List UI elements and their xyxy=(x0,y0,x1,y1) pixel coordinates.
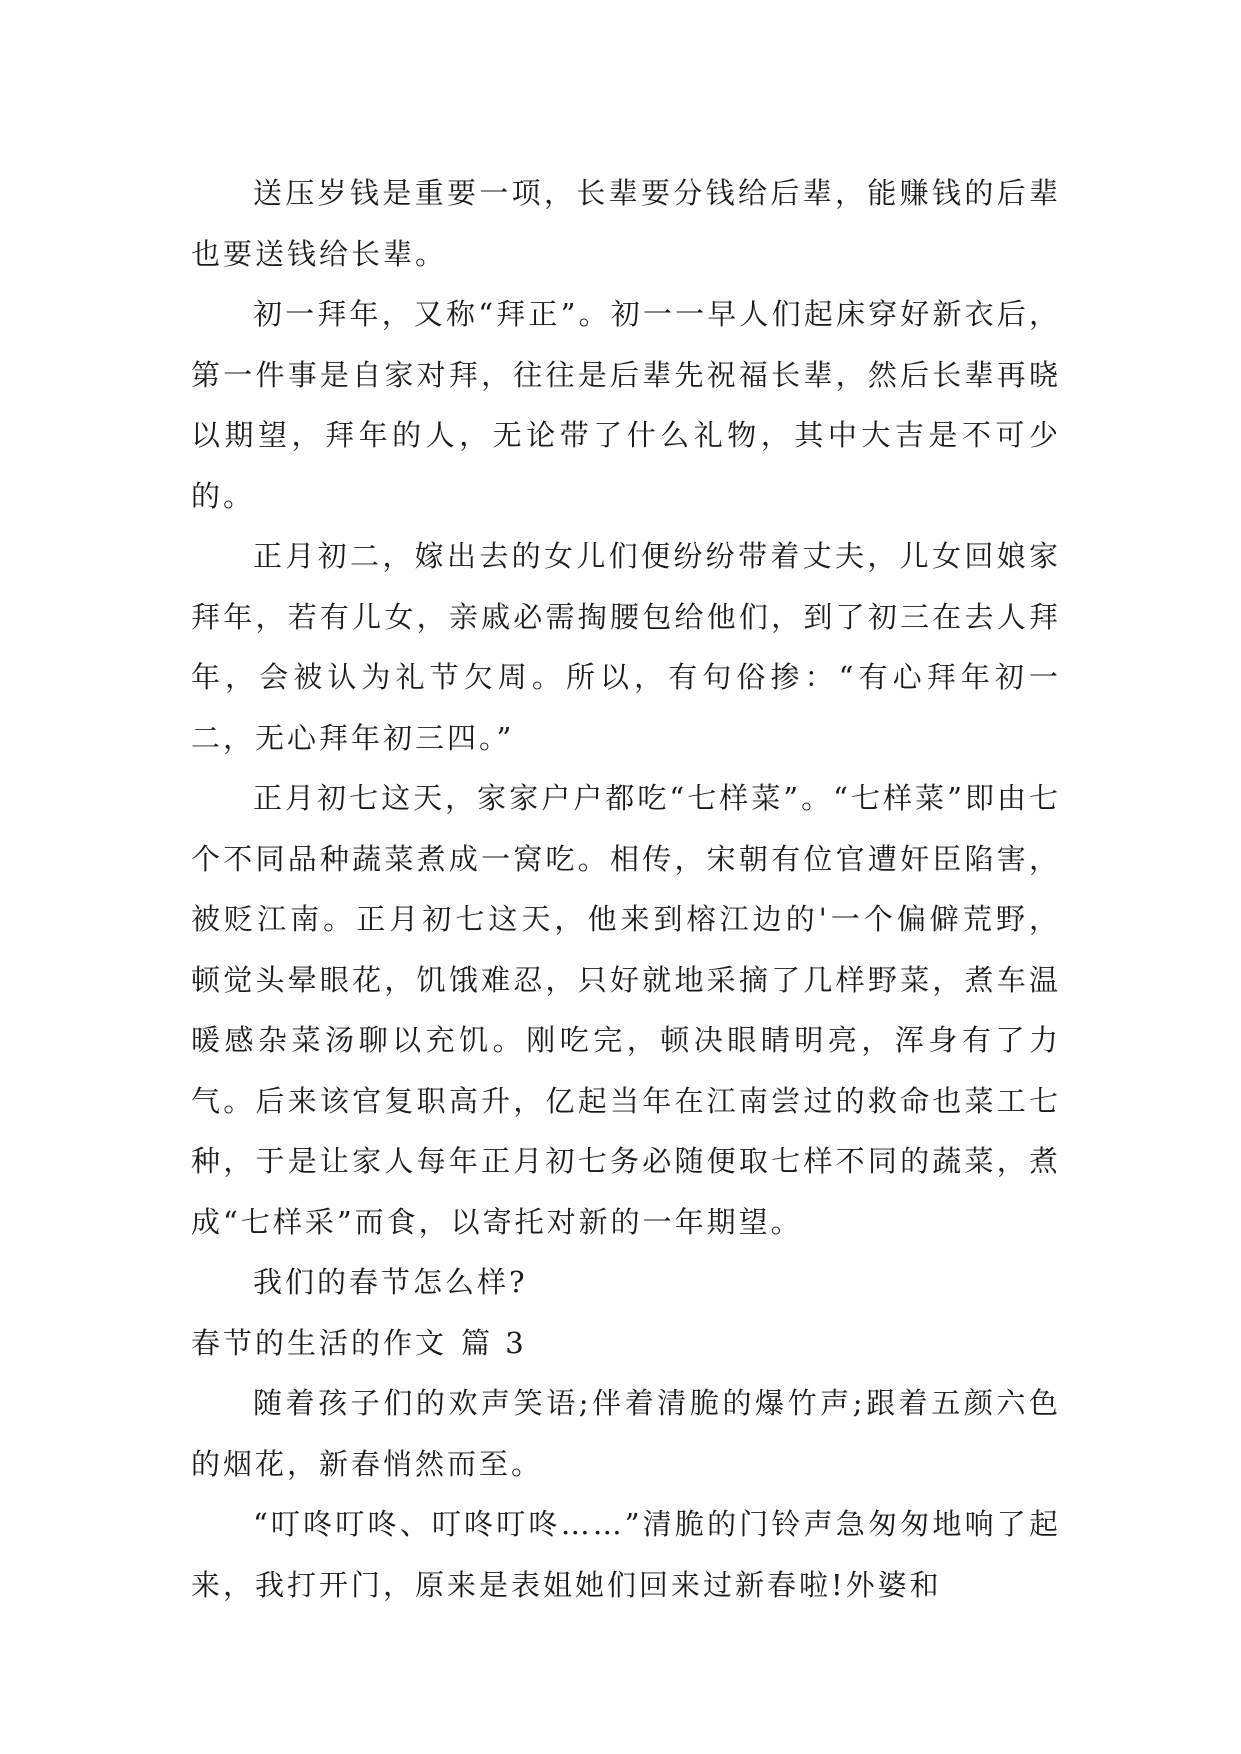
document-body xyxy=(191,163,1061,1615)
paragraph-spring-arrives: 随着孩子们的欢声笑语;伴着清脆的爆竹声;跟着五颜六色的烟花，新春悄然而至。 xyxy=(191,1386,1061,1481)
paragraph-doorbell: “叮咚叮咚、叮咚叮咚……”清脆的门铃声急匆匆地响了起来，我打开门，原来是表姐她们回来过新春啦!外婆和 xyxy=(191,1507,1061,1602)
paragraph-first-day-new-year-visit: 初一拜年，又称“拜正”。初一一早人们起床穿好新衣后，第一件事是自家对拜，往往是后辈先祝福长辈，然后长辈再晓以期望，拜年的人，无论带了什么礼物，其中大吉是不可少的。 xyxy=(191,297,1061,513)
paragraph-red-envelope: 送压岁钱是重要一项，长辈要分钱给后辈，能赚钱的后辈也要送钱给长辈。 xyxy=(191,176,1061,271)
paragraph-second-day-visit: 正月初二，嫁出去的女儿们便纷纷带着丈夫，儿女回娘家拜年，若有儿女，亲戚必需掏腰包给他们，到了初三在去人拜年，会被认为礼节欠周。所以，有句俗掺：“有心拜年初一二，无心拜年初三四。” xyxy=(191,539,1061,755)
section-heading-title: 春节的生活的作文 xyxy=(191,1325,448,1360)
paragraph-question: 我们的春节怎么样? xyxy=(253,1265,528,1299)
section-heading xyxy=(191,1313,1061,1374)
paragraph-seventh-day-seven-vegetables: 正月初七这天，家家户户都吃“七样菜”。“七样菜”即由七个不同品种蔬菜煮成一窝吃。相传，宋朝有位官遭奸臣陷害，被贬江南。正月初七这天，他来到榕江边的'一个偏僻荒野，顿觉头晕眼花，饥饿难忍，只好就地采摘了几样野菜，煮车温暖感杂菜汤聊以充饥。刚吃完，顿决眼睛明亮，浑身有了力气。后来该官复职高升，亿起当年在江南尝过的救命也菜工七种，于是让家人每年正月初七务必随便取七样不同的蔬菜，煮成“七样采”而食，以寄托对新的一年期望。 xyxy=(191,781,1061,1239)
section-heading-number: 篇 3 xyxy=(461,1325,527,1360)
